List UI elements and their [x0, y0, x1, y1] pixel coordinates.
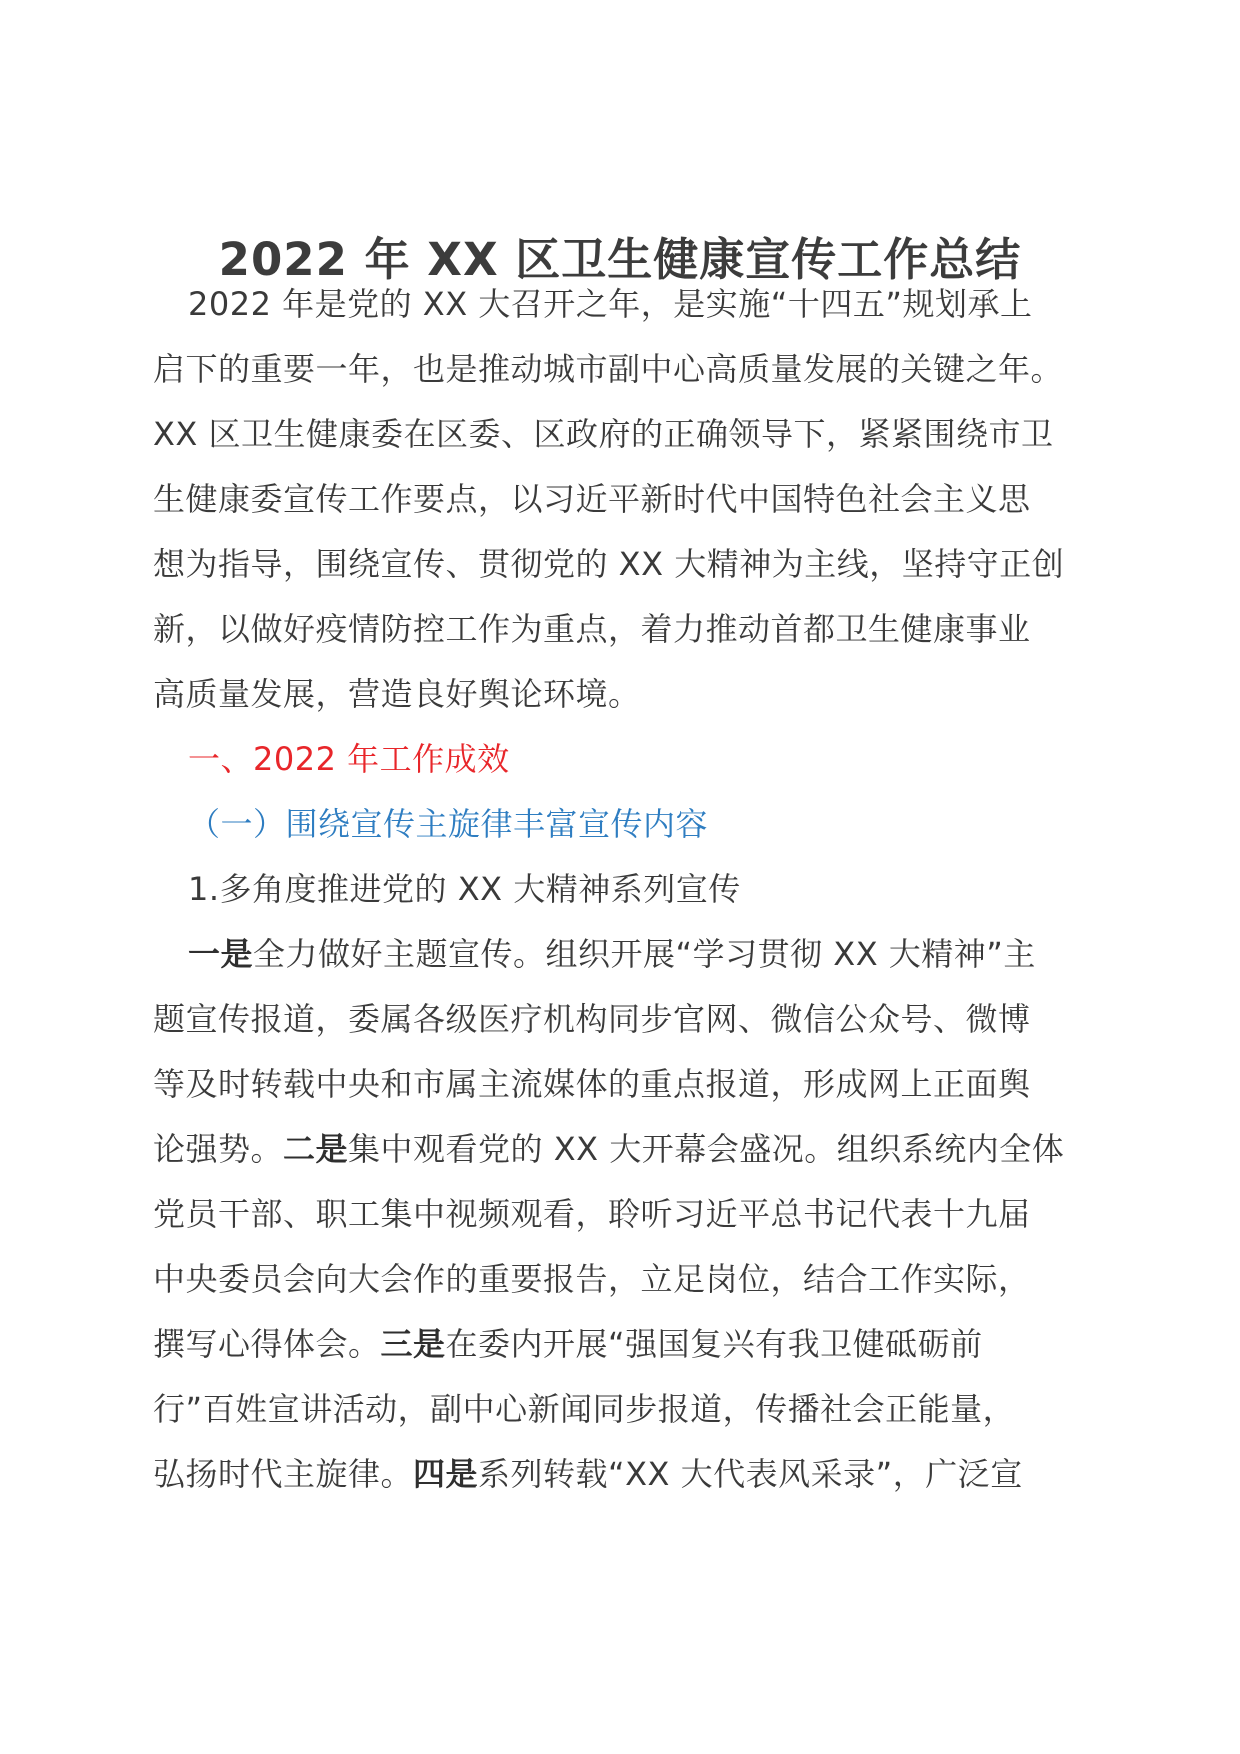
emphasis-text: 二是 [283, 1130, 349, 1168]
emphasis-text: 一是 [188, 935, 254, 973]
emphasis-text: 四是 [413, 1455, 479, 1493]
body-line: 党员干部、职工集中视频观看，聆听习近平总书记代表十九届 [153, 1195, 1031, 1233]
item-heading: 1.多角度推进党的 XX 大精神系列宣传 [188, 870, 741, 908]
body-line: 中央委员会向大会作的重要报告，立足岗位，结合工作实际， [153, 1260, 1031, 1298]
body-text: 集中观看党的 XX 大开幕会盛况。组织系统内全体 [348, 1130, 1065, 1168]
intro-line: 生健康委宣传工作要点，以习近平新时代中国特色社会主义思 [153, 480, 1031, 518]
intro-line: XX 区卫生健康委在区委、区政府的正确领导下，紧紧围绕市卫 [153, 415, 1054, 453]
body-line [153, 922, 1093, 987]
intro-line: 2022 年是党的 XX 大召开之年，是实施“十四五”规划承上 [188, 285, 1033, 323]
body-line [153, 1312, 1093, 1377]
document-title: 2022 年 XX 区卫生健康宣传工作总结 [218, 233, 1022, 286]
emphasis-text: 三是 [380, 1325, 446, 1363]
body-text: 弘扬时代主旋律。 [153, 1455, 414, 1493]
body-line [153, 1117, 1093, 1182]
intro-line: 新，以做好疫情防控工作为重点，着力推动首都卫生健康事业 [153, 610, 1031, 648]
body-paragraph [153, 922, 1093, 1507]
body-text: 全力做好主题宣传。组织开展“学习贯彻 XX 大精神”主 [253, 935, 1036, 973]
section-heading: 一、2022 年工作成效 [188, 740, 510, 778]
intro-line: 启下的重要一年，也是推动城市副中心高质量发展的关键之年。 [153, 350, 1064, 388]
body-text: 论强势。 [153, 1130, 284, 1168]
body-line: 题宣传报道，委属各级医疗机构同步官网、微信公众号、微博 [153, 1000, 1031, 1038]
body-text: 在委内开展“强国复兴有我卫健砥砺前 [445, 1325, 983, 1363]
body-line: 行”百姓宣讲活动，副中心新闻同步报道，传播社会正能量， [153, 1390, 1016, 1428]
body-text: 系列转载“XX 大代表风采录”，广泛宣 [478, 1455, 1023, 1493]
body-text: 撰写心得体会。 [153, 1325, 381, 1363]
body-line: 等及时转载中央和市属主流媒体的重点报道，形成网上正面舆 [153, 1065, 1031, 1103]
intro-line: 高质量发展，营造良好舆论环境。 [153, 675, 641, 713]
intro-line: 想为指导，围绕宣传、贯彻党的 XX 大精神为主线，坚持守正创 [153, 545, 1065, 583]
intro-paragraph [153, 272, 1093, 727]
document-body [153, 272, 1093, 1507]
body-line [153, 1442, 1093, 1507]
subsection-heading: （一）围绕宣传主旋律丰富宣传内容 [188, 805, 709, 843]
